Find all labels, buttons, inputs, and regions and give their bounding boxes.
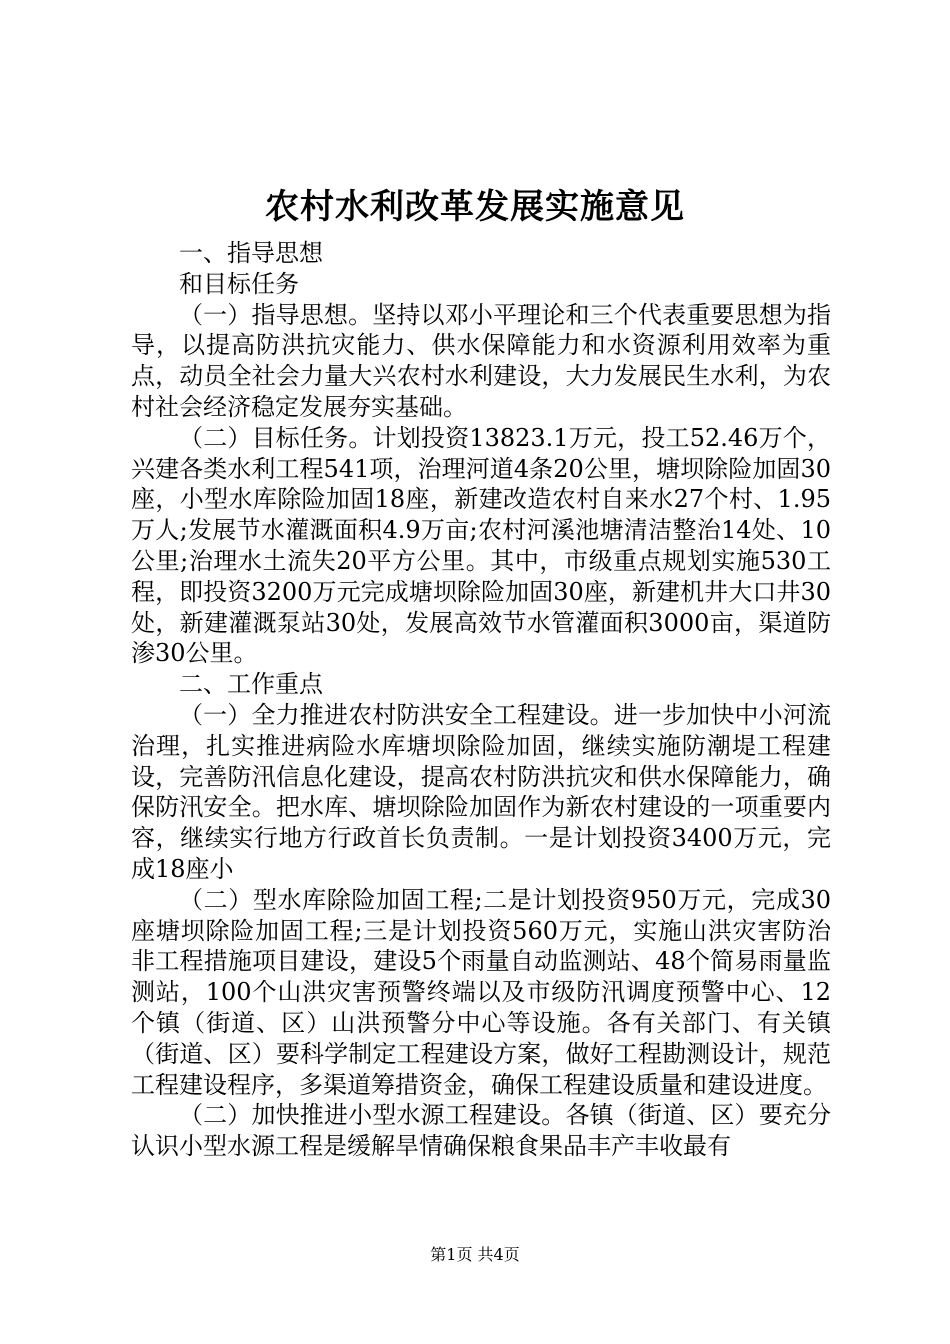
paragraph-guiding-thought: （一）指导思想。坚持以邓小平理论和三个代表重要思想为指导，以提高防洪抗灾能力、供水保障能力和水资源利用效率为重点，动员全社会力量大兴农村水利建设，大力发展民生水利，为农村社会经济稳定发展夯实基础。 bbox=[131, 300, 831, 421]
document-body bbox=[131, 238, 831, 1162]
paragraph-target-tasks: （二）目标任务。计划投资13823.1万元，投工52.46万个，兴建各类水利工程541项，治理河道4条20公里，塘坝除险加固30座，小型水库除险加固18座，新建改造农村自来水27个村、1.95万人;发展节水灌溉面积4.9万亩;农村河溪池塘清洁整治14处、10公里;治理水土流失20平方公里。其中，市级重点规划实施530工程，即投资3200万元完成塘坝除险加固30座，新建机井大口井30处，新建灌溉泵站30处，发展高效节水管灌面积3000亩，渠道防渗30公里。 bbox=[131, 423, 831, 668]
paragraph-reservoir-reinforcement: （二）型水库除险加固工程;二是计划投资950万元，完成30座塘坝除险加固工程;三是计划投资560万元，实施山洪灾害防治非工程措施项目建设，建设5个雨量自动监测站、48个简易雨量监测站，100个山洪灾害预警终端以及市级防汛调度预警中心、12个镇（街道、区）山洪预警分中心等设施。各有关部门、有关镇（街道、区）要科学制定工程建设方案，做好工程勘测设计，规范工程建设程序，多渠道筹措资金，确保工程建设质量和建设进度。 bbox=[131, 885, 831, 1099]
section-heading-2: 二、工作重点 bbox=[179, 670, 323, 699]
section-heading-1: 一、指导思想 bbox=[179, 239, 323, 267]
paragraph-flood-control: （一）全力推进农村防洪安全工程建设。进一步加快中小河流治理，扎实推进病险水库塘坝除险加固，继续实施防潮堤工程建设，完善防汛信息化建设，提高农村防洪抗灾和供水保障能力，确保防汛安全。把水库、塘坝除险加固作为新农村建设的一项重要内容，继续实行地方行政首长负责制。一是计划投资3400万元，完成18座小 bbox=[131, 700, 831, 883]
paragraph-water-source: （二）加快推进小型水源工程建设。各镇（街道、区）要充分认识小型水源工程是缓解旱情确保粮食果品丰产丰收最有 bbox=[131, 1101, 831, 1161]
page-number-footer: 第1页 共4页 bbox=[430, 1245, 520, 1264]
section-heading-1-continued: 和目标任务 bbox=[179, 269, 299, 298]
document-title: 农村水利改革发展实施意见 bbox=[265, 187, 685, 227]
